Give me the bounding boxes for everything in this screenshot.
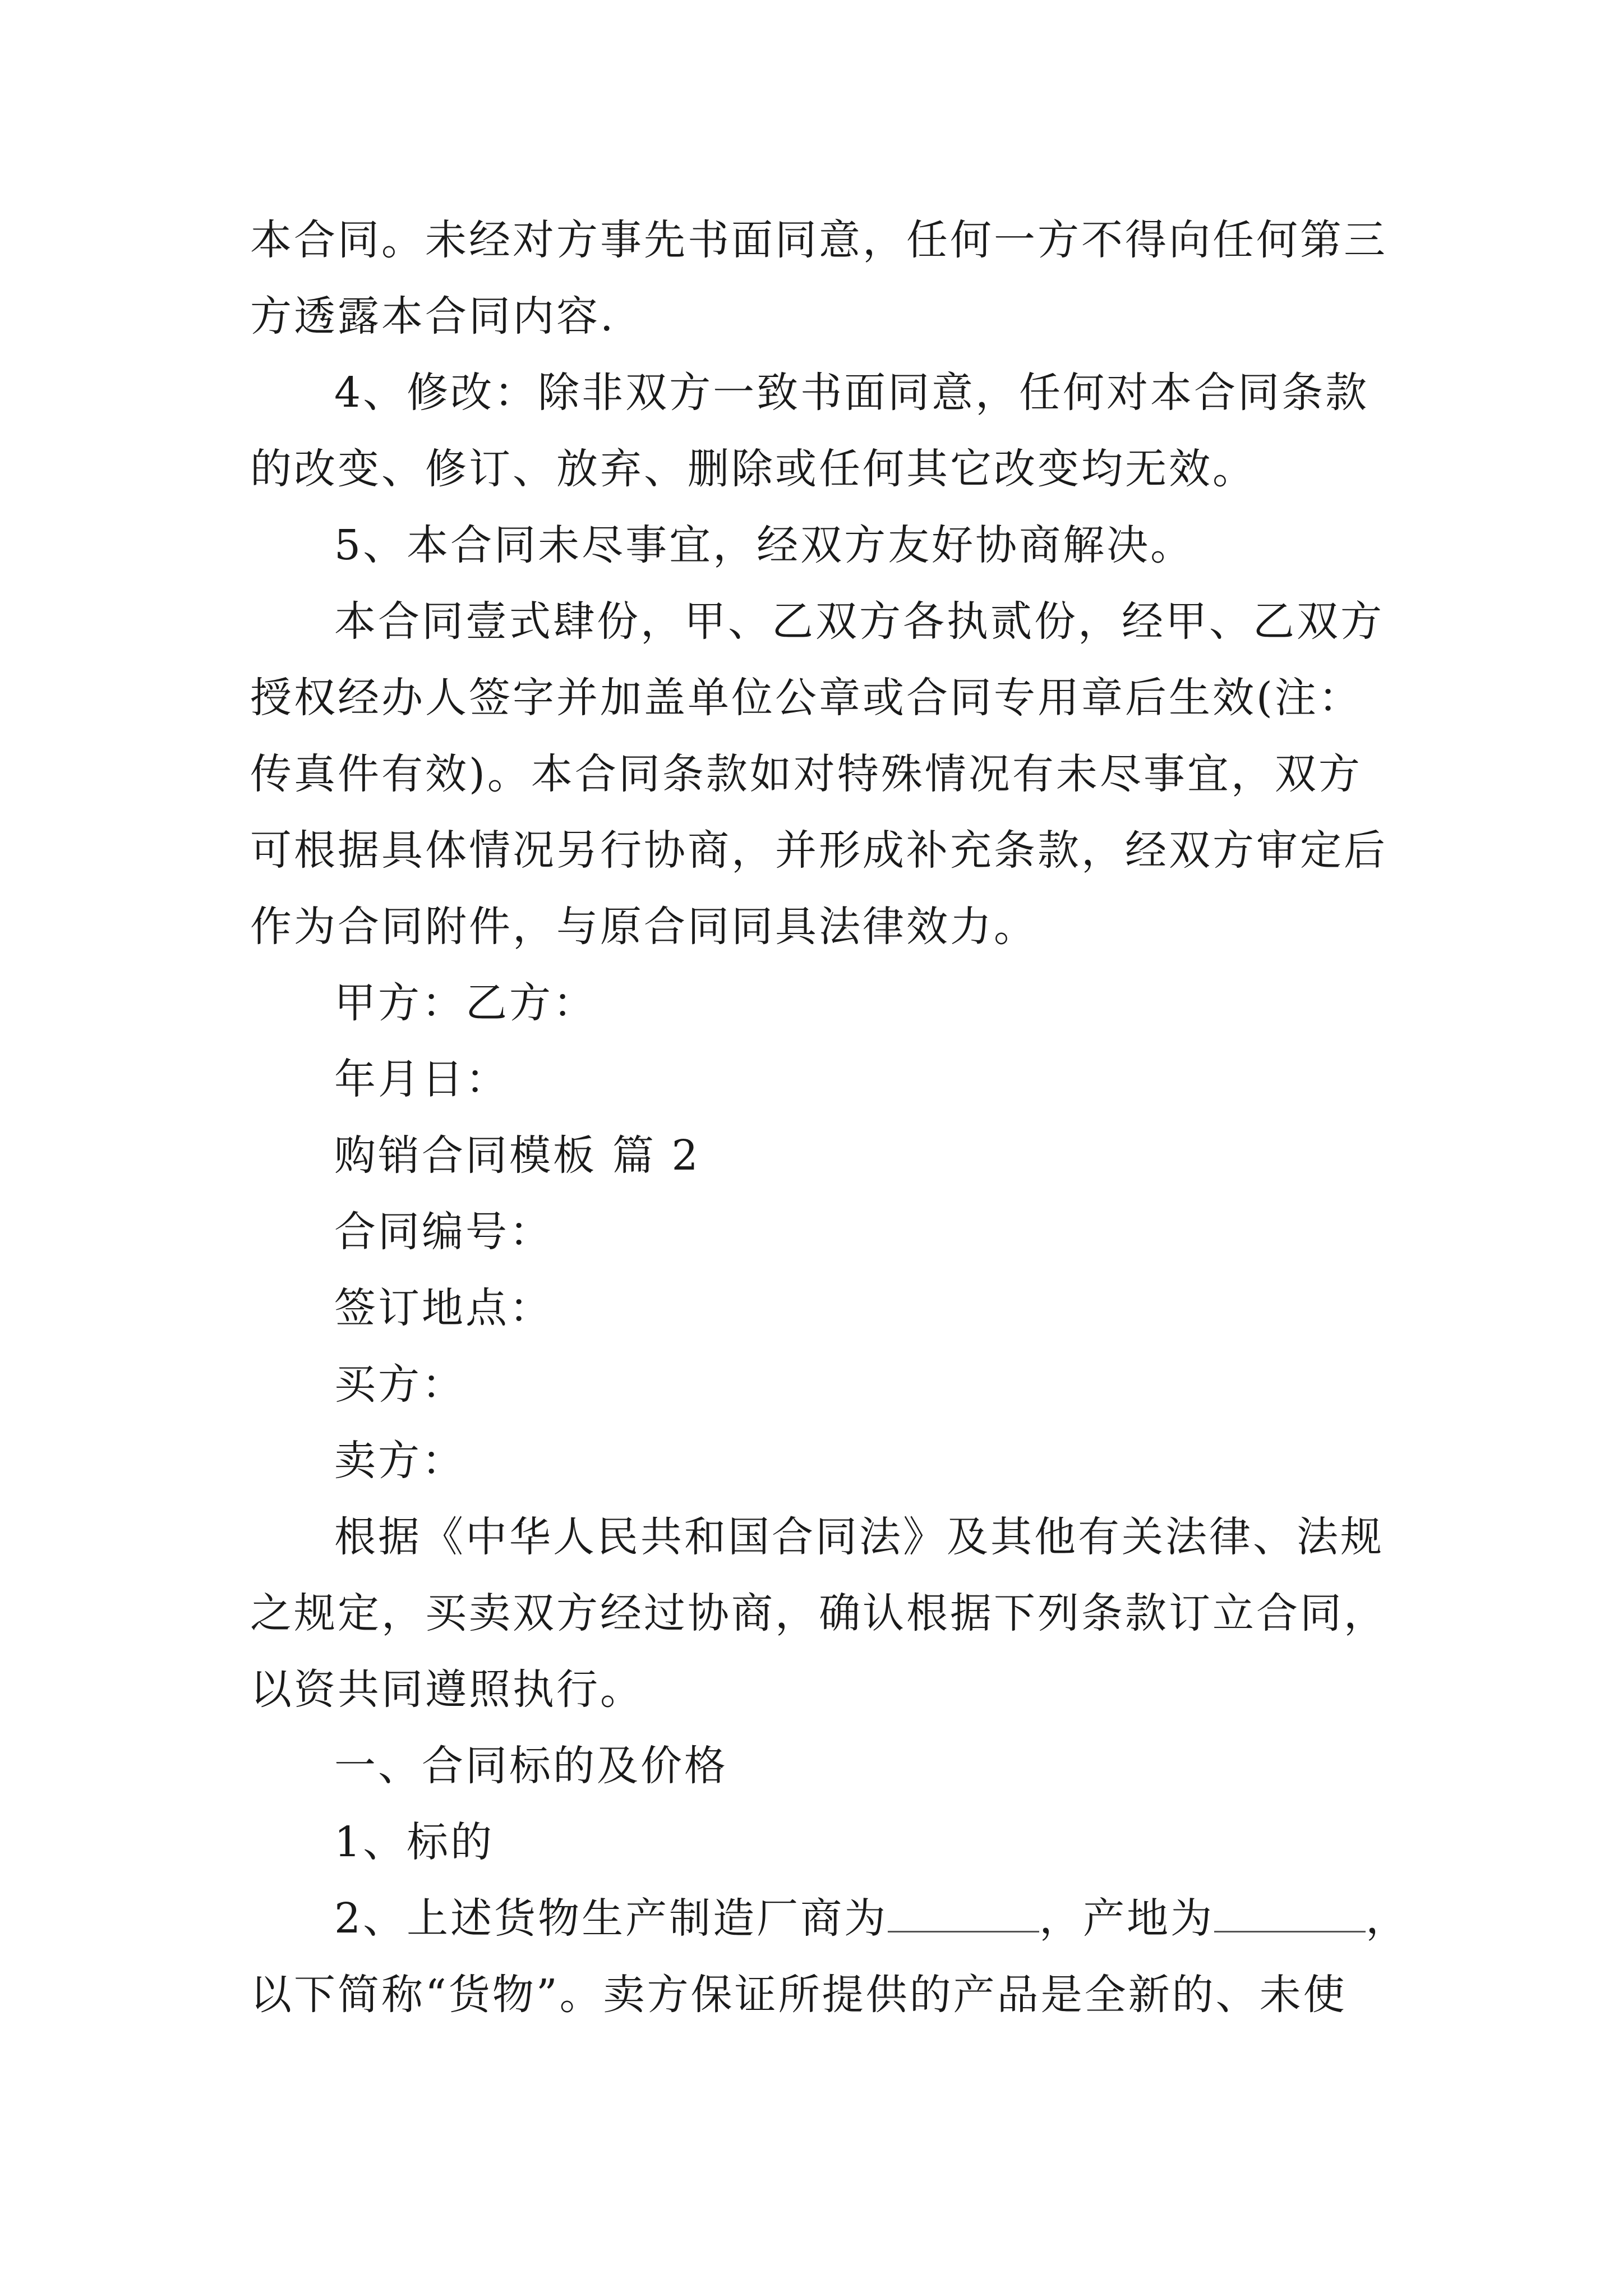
article-heading: 一、合同标的及价格 <box>334 1742 728 1790</box>
clause-4-line: 4、修改：除非双方一致书面同意，任何对本合同条款 <box>334 369 1370 417</box>
paragraph-line: 之规定，买卖双方经过协商，确认根据下列条款订立合同， <box>250 1589 1387 1637</box>
signature-date-line: 年月日： <box>334 1055 509 1103</box>
paragraph-line: 可根据具体情况另行协商，并形成补充条款，经双方审定后 <box>250 826 1387 875</box>
item-1-line: 1、标的 <box>334 1818 495 1866</box>
manufacturer-blank <box>888 1897 1039 1932</box>
paragraph-line: 方透露本合同内容. <box>250 292 616 341</box>
clause-5-line: 5、本合同未尽事宜，经双方友好协商解决。 <box>334 521 1195 569</box>
item-2-suffix: ， <box>1366 1894 1410 1943</box>
paragraph-line: 传真件有效)。本合同条款如对特殊情况有未尽事宜，双方 <box>250 750 1362 798</box>
paragraph-line: 根据《中华人民共和国合同法》及其他有关法律、法规 <box>334 1513 1384 1561</box>
section-title: 购销合同模板 <box>334 1131 597 1180</box>
field-seller: 卖方： <box>334 1437 465 1485</box>
origin-blank <box>1214 1897 1366 1932</box>
field-contract-number: 合同编号： <box>334 1208 553 1256</box>
section-number: 篇 2 <box>612 1131 700 1180</box>
item-2-middle: ，产地为 <box>1039 1894 1215 1943</box>
paragraph-line: 授权经办人签字并加盖单位公章或合同专用章后生效(注： <box>250 674 1362 722</box>
paragraph-line: 以下简称“货物”。卖方保证所提供的产品是全新的、未使 <box>250 1971 1347 2019</box>
item-2-line <box>250 1880 1410 1957</box>
paragraph-line: 的改变、修订、放弃、删除或任何其它改变均无效。 <box>250 445 1256 493</box>
section-heading <box>250 1117 1377 1194</box>
item-2-prefix: 2、上述货物生产制造厂商为 <box>334 1894 888 1943</box>
paragraph-line: 以资共同遵照执行。 <box>250 1665 644 1714</box>
document-body <box>250 202 1410 2033</box>
field-signing-place: 签订地点： <box>334 1284 553 1332</box>
signature-parties-line: 甲方：乙方： <box>334 979 597 1027</box>
paragraph-line: 本合同。未经对方事先书面同意，任何一方不得向任何第三 <box>250 216 1387 264</box>
paragraph-line: 本合同壹式肆份，甲、乙双方各执贰份，经甲、乙双方 <box>334 597 1384 646</box>
paragraph-line: 作为合同附件，与原合同同具法律效力。 <box>250 903 1038 951</box>
field-buyer: 买方： <box>334 1360 465 1409</box>
